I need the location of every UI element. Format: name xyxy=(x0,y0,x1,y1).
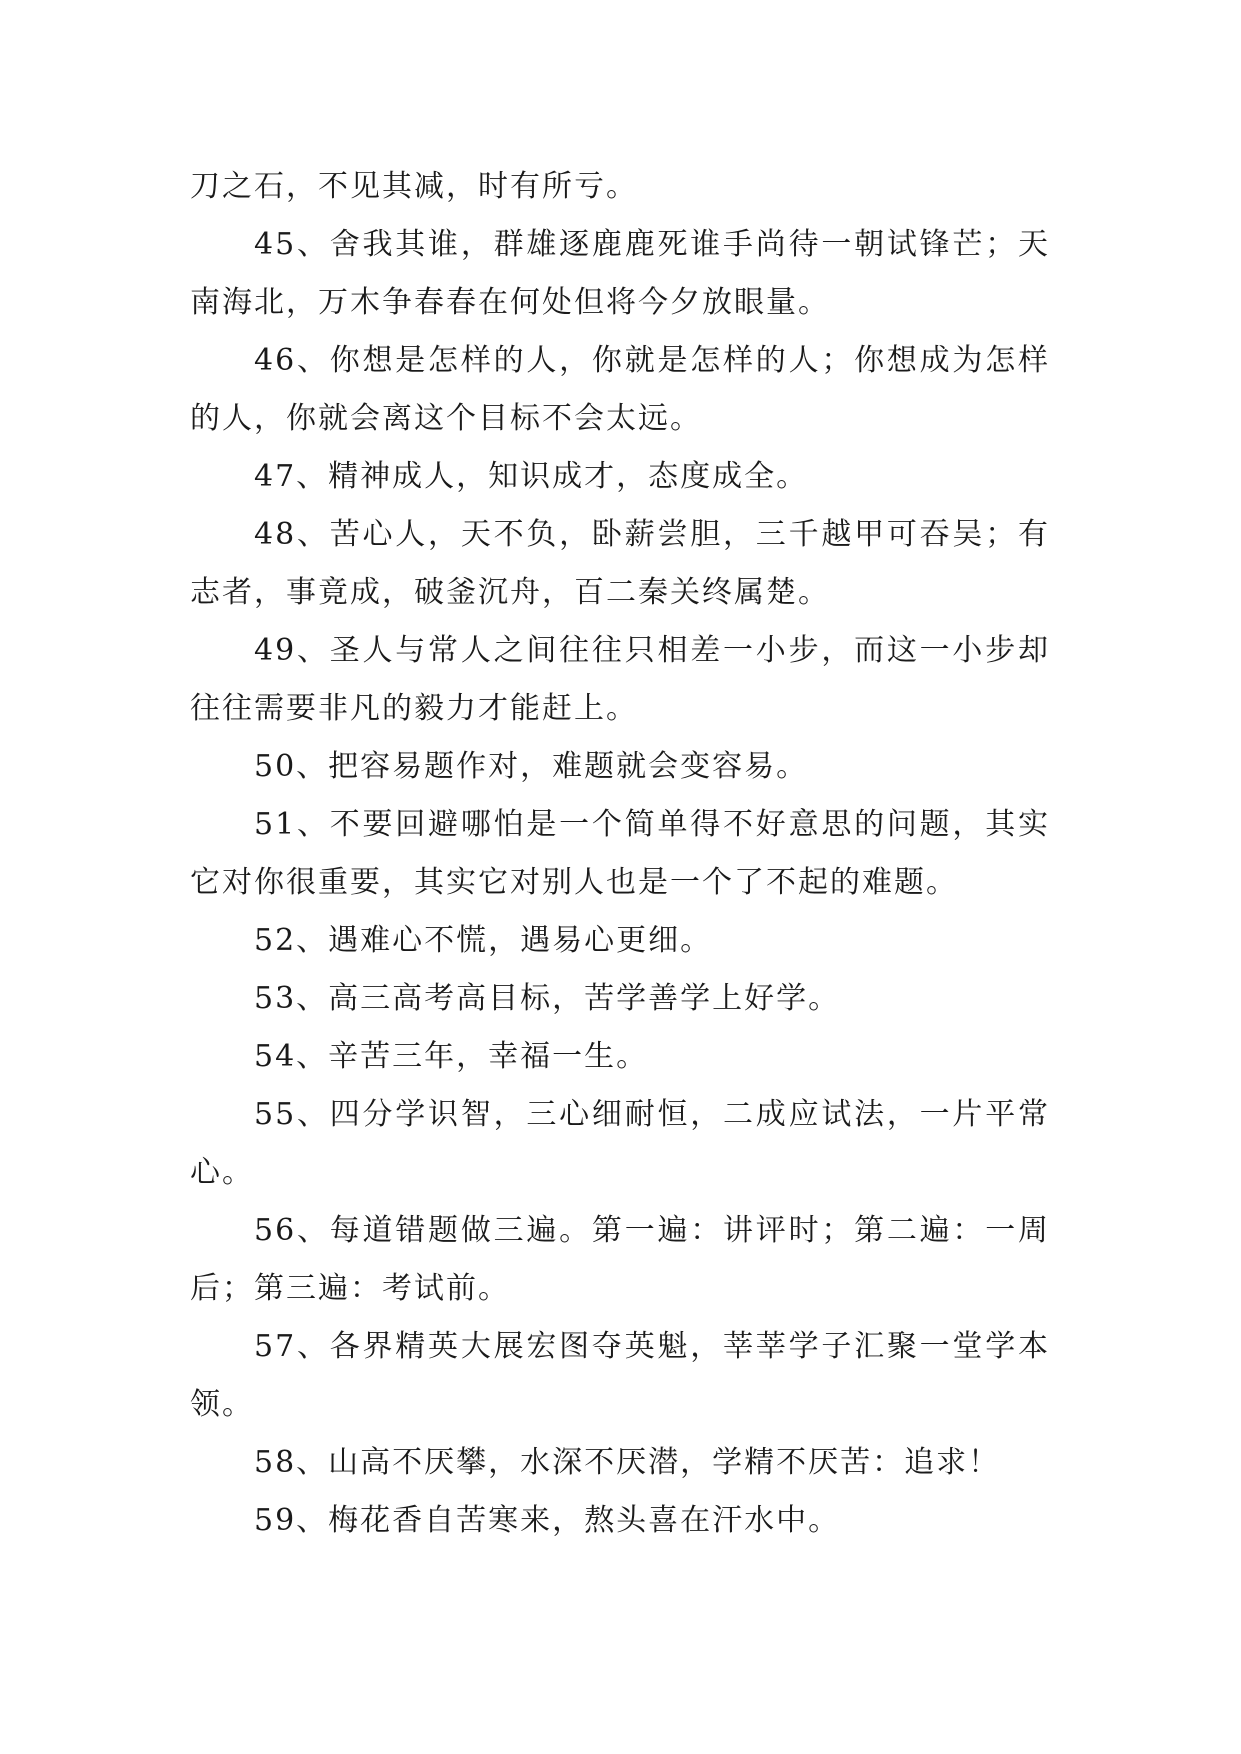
paragraph-59: 59、梅花香自苦寒来，熬头喜在汗水中。 xyxy=(254,1503,841,1538)
paragraph-53: 53、高三高考高目标，苦学善学上好学。 xyxy=(254,981,841,1016)
document-body xyxy=(190,158,1050,1550)
paragraph-55: 55、四分学识智，三心细耐恒，二成应试法，一片平常心。 xyxy=(190,1097,1050,1190)
paragraph-47: 47、精神成人，知识成才，态度成全。 xyxy=(254,459,809,494)
paragraph-54: 54、辛苦三年，幸福一生。 xyxy=(254,1039,649,1074)
paragraph-51: 51、不要回避哪怕是一个简单得不好意思的问题，其实它对你很重要，其实它对别人也是一个了不起的难题。 xyxy=(190,807,1050,900)
paragraph-58: 58、山高不厌攀，水深不厌潜，学精不厌苦：追求！ xyxy=(254,1445,1001,1480)
paragraph-45: 45、舍我其谁，群雄逐鹿鹿死谁手尚待一朝试锋芒；天南海北，万木争春春在何处但将今夕放眼量。 xyxy=(190,227,1050,320)
paragraph-48: 48、苦心人，天不负，卧薪尝胆，三千越甲可吞吴；有志者，事竟成，破釜沉舟，百二秦关终属楚。 xyxy=(190,517,1050,610)
paragraph-56: 56、每道错题做三遍。第一遍：讲评时；第二遍：一周后；第三遍：考试前。 xyxy=(190,1213,1050,1306)
paragraph-49: 49、圣人与常人之间往往只相差一小步，而这一小步却往往需要非凡的毅力才能赶上。 xyxy=(190,633,1050,726)
paragraph-52: 52、遇难心不慌，遇易心更细。 xyxy=(254,923,713,958)
paragraph-46: 46、你想是怎样的人，你就是怎样的人；你想成为怎样的人，你就会离这个目标不会太远。 xyxy=(190,343,1050,436)
paragraph-57: 57、各界精英大展宏图夺英魁，莘莘学子汇聚一堂学本领。 xyxy=(190,1329,1050,1422)
paragraph-continued: 刀之石，不见其减，时有所亏。 xyxy=(190,169,638,204)
paragraph-50: 50、把容易题作对，难题就会变容易。 xyxy=(254,749,809,784)
